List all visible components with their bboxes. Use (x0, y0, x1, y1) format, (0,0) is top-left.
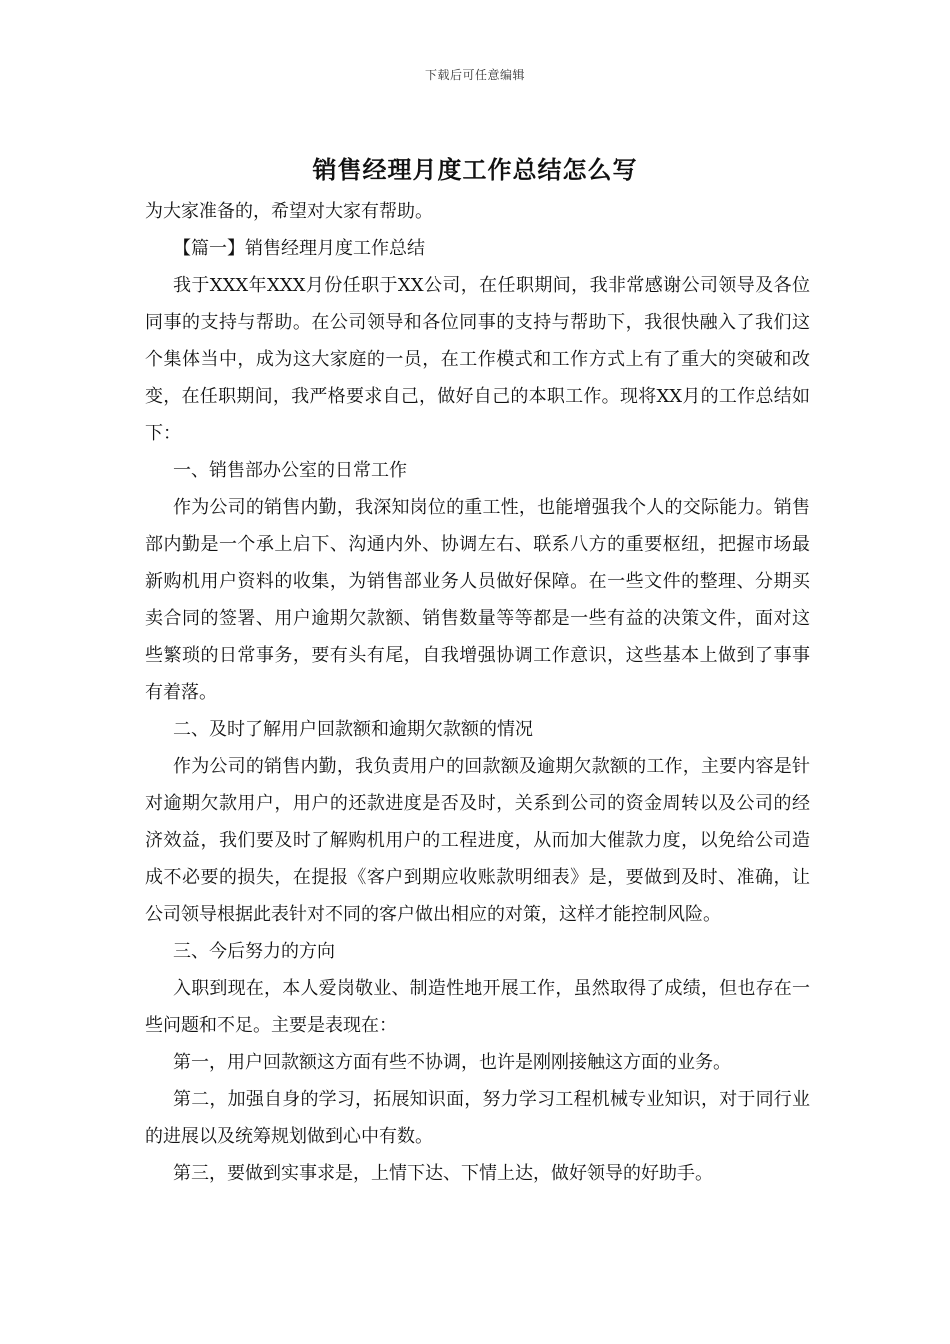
body-paragraph: 作为公司的销售内勤，我负责用户的回款额及逾期欠款额的工作，主要内容是针对逾期欠款用户，用户的还款进度是否及时，关系到公司的资金周转以及公司的经济效益，我们要及时了解购机用户的工程进度，从而加大催款力度，以免给公司造成不必要的损失，在提报《客户到期应收账款明细表》是，要做到及时、准确，让公司领导根据此表针对不同的客户做出相应的对策，这样才能控制风险。 (145, 756, 810, 925)
section-heading: 一、销售部办公室的日常工作 (173, 460, 407, 481)
body-paragraph: 第二，加强自身的学习，拓展知识面，努力学习工程机械专业知识，对于同行业的进展以及统筹规划做到心中有数。 (145, 1089, 810, 1147)
section-heading-part-one: 【篇一】销售经理月度工作总结 (173, 238, 425, 259)
body-paragraph: 作为公司的销售内勤，我深知岗位的重工性，也能增强我个人的交际能力。销售部内勤是一个承上启下、沟通内外、协调左右、联系八方的重要枢纽，把握市场最新购机用户资料的收集，为销售部业务人员做好保障。在一些文件的整理、分期买卖合同的签署、用户逾期欠款额、销售数量等等都是一些有益的决策文件，面对这些繁琐的日常事务，要有头有尾，自我增强协调工作意识，这些基本上做到了事事有着落。 (145, 497, 810, 703)
document-body (145, 193, 810, 1192)
body-paragraph: 第三，要做到实事求是，上情下达、下情上达，做好领导的好助手。 (173, 1163, 713, 1184)
body-paragraph: 我于XXX年XXX月份任职于XX公司，在任职期间，我非常感谢公司领导及各位同事的支持与帮助。在公司领导和各位同事的支持与帮助下，我很快融入了我们这个集体当中，成为这大家庭的一员，在工作模式和工作方式上有了重大的突破和改变，在任职期间，我严格要求自己，做好自己的本职工作。现将XX月的工作总结如下： (145, 275, 810, 444)
body-paragraph: 入职到现在，本人爱岗敬业、制造性地开展工作，虽然取得了成绩，但也存在一些问题和不足。主要是表现在： (145, 978, 810, 1036)
body-paragraph: 第一，用户回款额这方面有些不协调，也许是刚刚接触这方面的业务。 (173, 1052, 731, 1073)
intro-paragraph: 为大家准备的，希望对大家有帮助。 (145, 201, 433, 222)
header-note: 下载后可任意编辑 (424, 68, 525, 82)
document-title: 销售经理月度工作总结怎么写 (312, 155, 638, 184)
section-heading: 二、及时了解用户回款额和逾期欠款额的情况 (173, 719, 533, 740)
section-heading: 三、今后努力的方向 (173, 941, 335, 962)
